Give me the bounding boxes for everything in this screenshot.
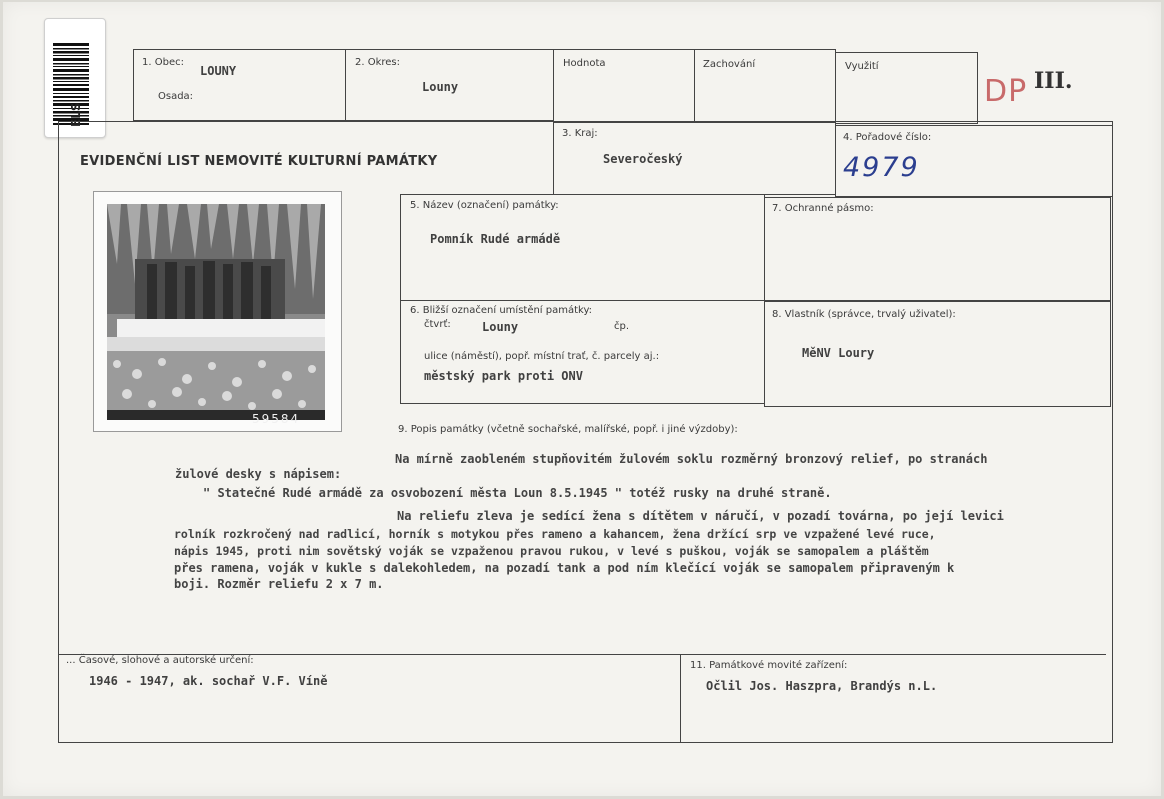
photo-frame [93, 191, 342, 432]
document-title: EVIDENČNÍ LIST NEMOVITÉ KULTURNÍ PAMÁTKY [80, 154, 438, 169]
casove-value: 1946 - 1947, ak. sochař V.F. Víně [89, 674, 328, 688]
popis-line: rolník rozkročený nad radlicí, horník s motykou přes rameno a kahancem, žena držící srp ve vzpažené levé ruce, [174, 527, 936, 541]
popis-line: přes ramena, voják v kukle s dalekohledem, na pozadí tank a pod ním klečící voják se samopalem připraveným k [174, 561, 955, 575]
popis-line: Na mírně zaobleném stupňovitém žulovém soklu rozměrný bronzový relief, po stranách [395, 452, 988, 466]
popis-line: boji. Rozměr reliefu 2 x 7 m. [174, 577, 384, 591]
movite-value: Očlil Jos. Haszpra, Brandýs n.L. [706, 679, 938, 693]
vlastnik-label: 8. Vlastník (správce, trvalý uživatel): [772, 309, 956, 320]
popis-line: Na reliefu zleva je sedící žena s dítětem v náručí, v pozadí továrna, po její levici [397, 509, 1004, 523]
casove-label: ... Časové, slohové a autorské určení: [66, 655, 254, 666]
photo-number: 59584 [252, 412, 301, 426]
ctvrt-label: čtvrť: [424, 319, 451, 330]
barcode-sticker [44, 18, 106, 138]
ctvrt-value: Louny [482, 320, 519, 334]
kraj-value: Severočeský [603, 152, 683, 166]
movite-divider [680, 655, 681, 743]
ulice-label: ulice (náměstí), popř. místní trať, č. parcely aj.: [424, 351, 660, 362]
zachovani-label: Zachování [703, 59, 756, 70]
obec-label: 1. Obec: [142, 57, 184, 68]
ochranne-label: 7. Ochranné pásmo: [772, 203, 874, 214]
poradove-label: 4. Pořadové číslo: [843, 132, 932, 143]
nazev-label: 5. Název (označení) památky: [410, 200, 559, 211]
ulice-value: městský park proti ONV [424, 369, 583, 383]
obec-value: LOUNY [200, 64, 237, 78]
cp-label: čp. [614, 321, 630, 332]
kraj-label: 3. Kraj: [562, 128, 598, 139]
popis-label: 9. Popis památky (včetně sochařské, malířské, popř. i jiné výzdoby): [398, 424, 738, 435]
umisteni-label: 6. Bližší označení umístění památky: [410, 305, 593, 316]
osada-label: Osada: [158, 91, 194, 102]
okres-value: Louny [422, 80, 459, 94]
popis-line: " Statečné Rudé armádě za osvobození města Loun 8.5.1945 " totéž rusky na druhé straně. [203, 486, 832, 500]
sticker-code: ELS [69, 102, 83, 127]
registration-number: 4979 [843, 152, 920, 183]
nazev-value: Pomník Rudé armádě [430, 232, 561, 246]
okres-label: 2. Okres: [355, 57, 401, 68]
vyuziti-label: Využití [845, 61, 879, 72]
movite-label: 11. Památkové movité zařízení: [690, 660, 848, 671]
dp-stamp: DP [984, 74, 1028, 109]
popis-line: nápis 1945, proti nim sovětský voják se vzpaženou pravou rukou, v levé s puškou, voják se samopalem a pláštěm [174, 544, 929, 558]
monument-photo [107, 204, 325, 420]
vlastnik-value: MěNV Loury [802, 346, 875, 360]
popis-line: žulové desky s nápisem: [175, 467, 342, 481]
dp-category: III. [1034, 68, 1073, 94]
hodnota-label: Hodnota [563, 58, 606, 69]
